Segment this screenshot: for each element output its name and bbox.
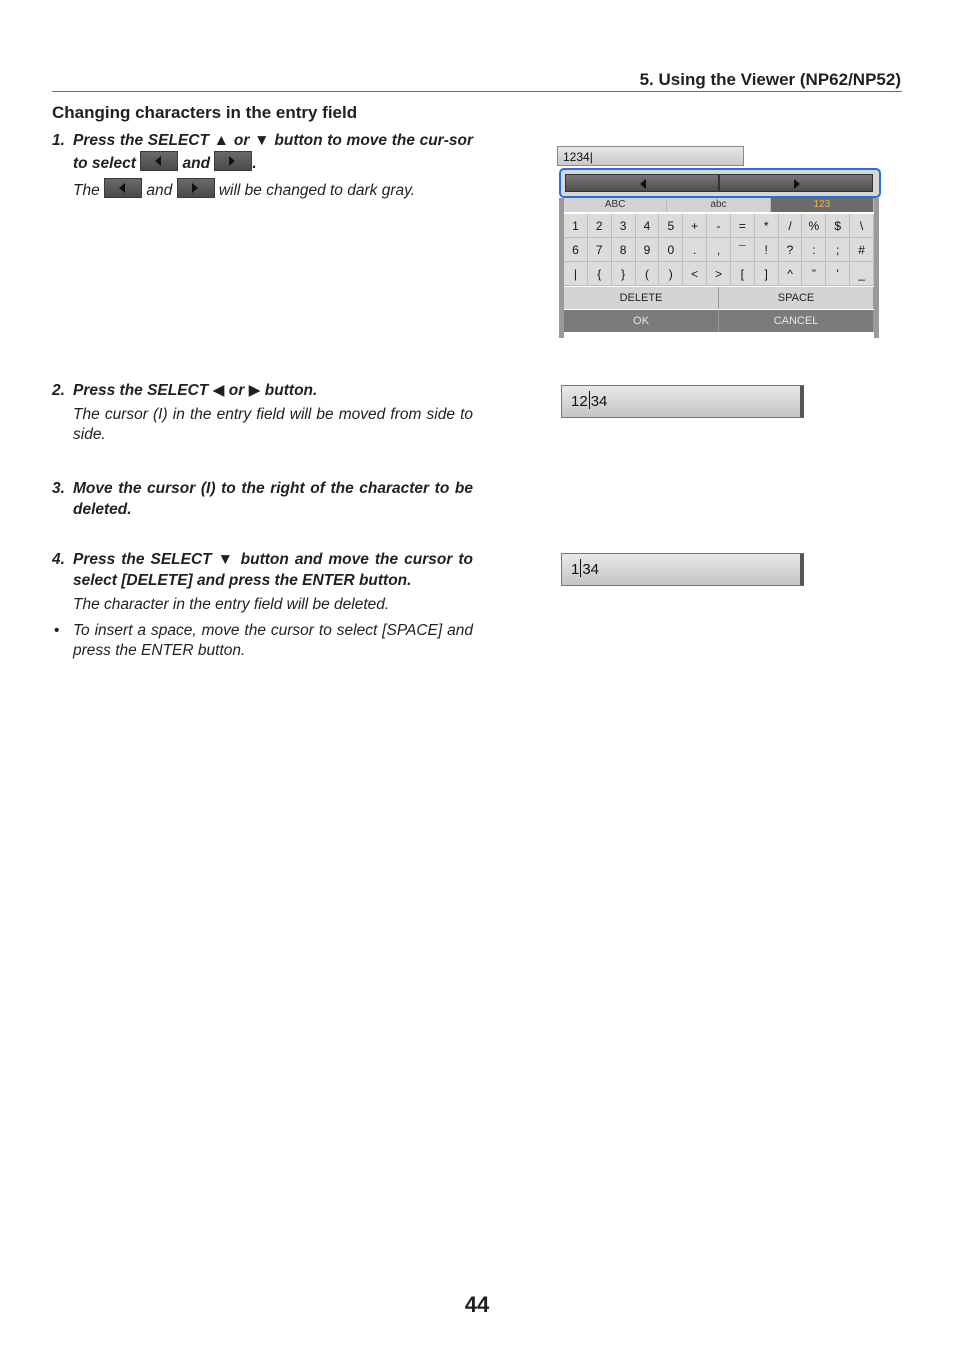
step-number: 3. (52, 480, 65, 497)
key[interactable]: ^ (779, 262, 803, 286)
key[interactable]: < (683, 262, 707, 286)
key[interactable]: 3 (612, 214, 636, 238)
ok-key[interactable]: OK (564, 310, 719, 332)
bullet-symbol: • (54, 622, 60, 639)
key[interactable]: 0 (659, 238, 683, 262)
key-row (564, 238, 874, 262)
cancel-key[interactable]: CANCEL (719, 310, 874, 332)
cursor-left-button[interactable] (565, 174, 719, 192)
key[interactable]: - (707, 214, 731, 238)
key[interactable]: ) (659, 262, 683, 286)
key[interactable]: ” (802, 262, 826, 286)
key[interactable]: . (683, 238, 707, 262)
key-grid (564, 214, 874, 286)
left-arrow-icon (639, 179, 647, 189)
key[interactable]: \ (850, 214, 874, 238)
page-number: 44 (464, 1292, 490, 1317)
key[interactable]: ' (826, 262, 850, 286)
step-3 (52, 478, 473, 520)
step-text: Press the SELECT ◀ or ▶ button. (73, 382, 318, 399)
key[interactable]: 8 (612, 238, 636, 262)
key-row (564, 262, 874, 286)
key[interactable]: _ (850, 262, 874, 286)
step-text: Press the SELECT ▼ button and move the cursor to select [DELETE] and press the ENTER button. (73, 551, 473, 589)
key[interactable]: = (731, 214, 755, 238)
step-description: The and will be changed to dark gray. (73, 178, 473, 201)
key[interactable]: 9 (636, 238, 660, 262)
step-number: 1. (52, 132, 65, 149)
step-number: 4. (52, 551, 65, 568)
step-1 (52, 130, 473, 201)
key[interactable]: 4 (636, 214, 660, 238)
key[interactable]: # (850, 238, 874, 262)
keyboard-edge (874, 198, 879, 338)
tab-lowercase[interactable]: abc (667, 198, 770, 212)
tip-bullet (52, 621, 473, 661)
step-number: 2. (52, 382, 65, 399)
step-4 (52, 549, 473, 615)
key[interactable]: * (755, 214, 779, 238)
key[interactable]: 6 (564, 238, 588, 262)
key[interactable]: , (707, 238, 731, 262)
tab-uppercase[interactable]: ABC (564, 198, 667, 212)
key[interactable]: / (779, 214, 803, 238)
key[interactable]: 1 (564, 214, 588, 238)
step-description: The cursor (I) in the entry field will be moved from side to side. (73, 406, 473, 443)
key[interactable]: ? (779, 238, 803, 262)
entry-field-example-1: 12 34 (561, 385, 804, 418)
header-title: 5. Using the Viewer (NP62/NP52) (639, 70, 901, 89)
step-2 (52, 380, 473, 445)
entry-field[interactable]: 1234| (557, 146, 744, 166)
edit-key-row (564, 287, 874, 309)
key[interactable]: + (683, 214, 707, 238)
left-arrow-button-icon (104, 178, 142, 198)
delete-key[interactable]: DELETE (564, 287, 719, 309)
right-arrow-button-icon (177, 178, 215, 198)
key[interactable]: ¯ (731, 238, 755, 262)
key[interactable]: [ (731, 262, 755, 286)
cursor-arrow-row (559, 168, 881, 198)
key[interactable]: % (802, 214, 826, 238)
left-arrow-button-icon (140, 151, 178, 171)
confirm-key-row (564, 310, 874, 332)
key-row (564, 214, 874, 238)
tab-numbers[interactable]: 123 (771, 198, 874, 212)
step-text: Move the cursor (I) to the right of the character to be deleted. (73, 480, 473, 518)
cursor-right-button[interactable] (719, 174, 873, 192)
key[interactable]: : (802, 238, 826, 262)
key[interactable]: | (564, 262, 588, 286)
key[interactable]: ; (826, 238, 850, 262)
key[interactable]: ( (636, 262, 660, 286)
software-keyboard (557, 144, 880, 340)
key[interactable]: { (588, 262, 612, 286)
header-rule (52, 91, 902, 92)
text-cursor (589, 391, 590, 409)
section-title: Changing characters in the entry field (52, 103, 358, 122)
key[interactable]: > (707, 262, 731, 286)
key[interactable]: 5 (659, 214, 683, 238)
key[interactable]: ] (755, 262, 779, 286)
tip-text: To insert a space, move the cursor to select [SPACE] and press the ENTER button. (73, 622, 473, 659)
right-arrow-button-icon (214, 151, 252, 171)
step-description: The character in the entry field will be deleted. (73, 596, 390, 613)
right-arrow-icon (793, 179, 801, 189)
key[interactable]: 2 (588, 214, 612, 238)
key[interactable]: $ (826, 214, 850, 238)
entry-field-example-2: 1 34 (561, 553, 804, 586)
key[interactable]: ! (755, 238, 779, 262)
key[interactable]: } (612, 262, 636, 286)
key[interactable]: 7 (588, 238, 612, 262)
step-text: Press the SELECT ▲ or ▼ button to move the cur-sor to select and . (73, 132, 473, 172)
keyboard-tabs (564, 198, 874, 212)
space-key[interactable]: SPACE (719, 287, 874, 309)
